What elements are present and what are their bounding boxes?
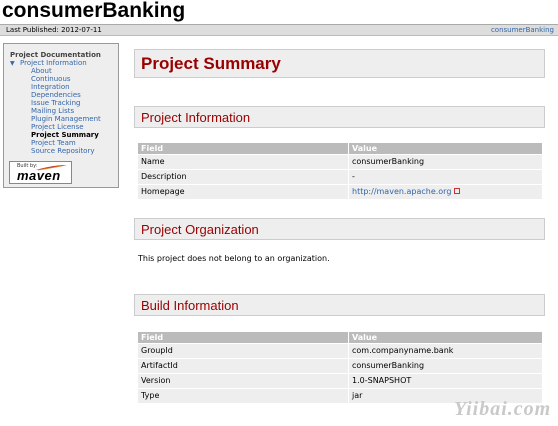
value-cell: consumerBanking	[349, 155, 542, 169]
nav-item-mailing-lists[interactable]: Mailing Lists	[31, 107, 75, 115]
project-information-table	[137, 142, 543, 200]
field-cell: ArtifactId	[138, 359, 348, 373]
watermark: Yiibai.com	[454, 398, 552, 420]
column-header-field: Field	[138, 143, 348, 154]
last-published-date: Last Published: 2012-07-11	[6, 26, 102, 34]
nav-item-plugin-management[interactable]: Plugin Management	[31, 115, 101, 123]
table-row	[138, 155, 542, 169]
column-header-value: Value	[349, 332, 542, 343]
nav-item-source-repository[interactable]: Source Repository	[31, 147, 95, 155]
nav-item-ci-line2: Integration	[31, 83, 70, 91]
project-information-heading: Project Information	[134, 106, 545, 128]
value-cell: com.companyname.bank	[349, 344, 542, 358]
value-cell: -	[349, 170, 542, 184]
field-cell: Description	[138, 170, 348, 184]
project-organization-heading: Project Organization	[134, 218, 545, 240]
table-row	[138, 359, 542, 373]
field-cell: Type	[138, 389, 348, 403]
field-cell: GroupId	[138, 344, 348, 358]
project-home-link[interactable]: consumerBanking	[490, 26, 554, 34]
column-header-value: Value	[349, 143, 542, 154]
table-row	[138, 374, 542, 388]
nav-item-ci-line1: Continuous	[31, 75, 71, 83]
badge-built-by-text: Built by:	[17, 163, 38, 169]
field-cell: Homepage	[138, 185, 348, 199]
value-cell: 1.0-SNAPSHOT	[349, 374, 542, 388]
value-cell: consumerBanking	[349, 359, 542, 373]
page-title: Project Summary	[134, 49, 545, 78]
external-link-icon	[454, 188, 460, 194]
table-row	[138, 170, 542, 184]
table-row	[138, 185, 542, 199]
value-cell: jar	[349, 389, 542, 403]
field-cell: Version	[138, 374, 348, 388]
maven-logo-text: maven	[17, 168, 61, 183]
homepage-link[interactable]: http://maven.apache.org	[352, 187, 452, 196]
nav-heading: Project Documentation	[10, 51, 101, 59]
nav-item-project-license[interactable]: Project License	[31, 123, 84, 131]
table-header-row	[138, 332, 542, 343]
nav-item-issue-tracking[interactable]: Issue Tracking	[31, 99, 81, 107]
nav-item-about[interactable]: About	[31, 67, 52, 75]
breadcrumb-bar	[0, 24, 558, 36]
build-information-heading: Build Information	[134, 294, 545, 316]
organization-text: This project does not belong to an organization.	[138, 254, 330, 263]
value-cell	[349, 185, 542, 199]
build-information-table	[137, 331, 543, 404]
nav-list	[31, 67, 101, 155]
nav-item-project-team[interactable]: Project Team	[31, 139, 76, 147]
left-navigation	[3, 43, 119, 188]
column-header-field: Field	[138, 332, 348, 343]
site-title: consumerBanking	[2, 0, 186, 22]
table-row	[138, 344, 542, 358]
expanded-triangle-icon: ▼	[10, 60, 15, 67]
built-by-maven-badge[interactable]	[9, 161, 72, 184]
nav-section-label: Project Information	[20, 59, 87, 67]
field-cell: Name	[138, 155, 348, 169]
nav-item-dependencies[interactable]: Dependencies	[31, 91, 81, 99]
nav-item-continuous-integration[interactable]	[31, 75, 101, 91]
table-header-row	[138, 143, 542, 154]
nav-item-project-summary: Project Summary	[31, 131, 99, 139]
